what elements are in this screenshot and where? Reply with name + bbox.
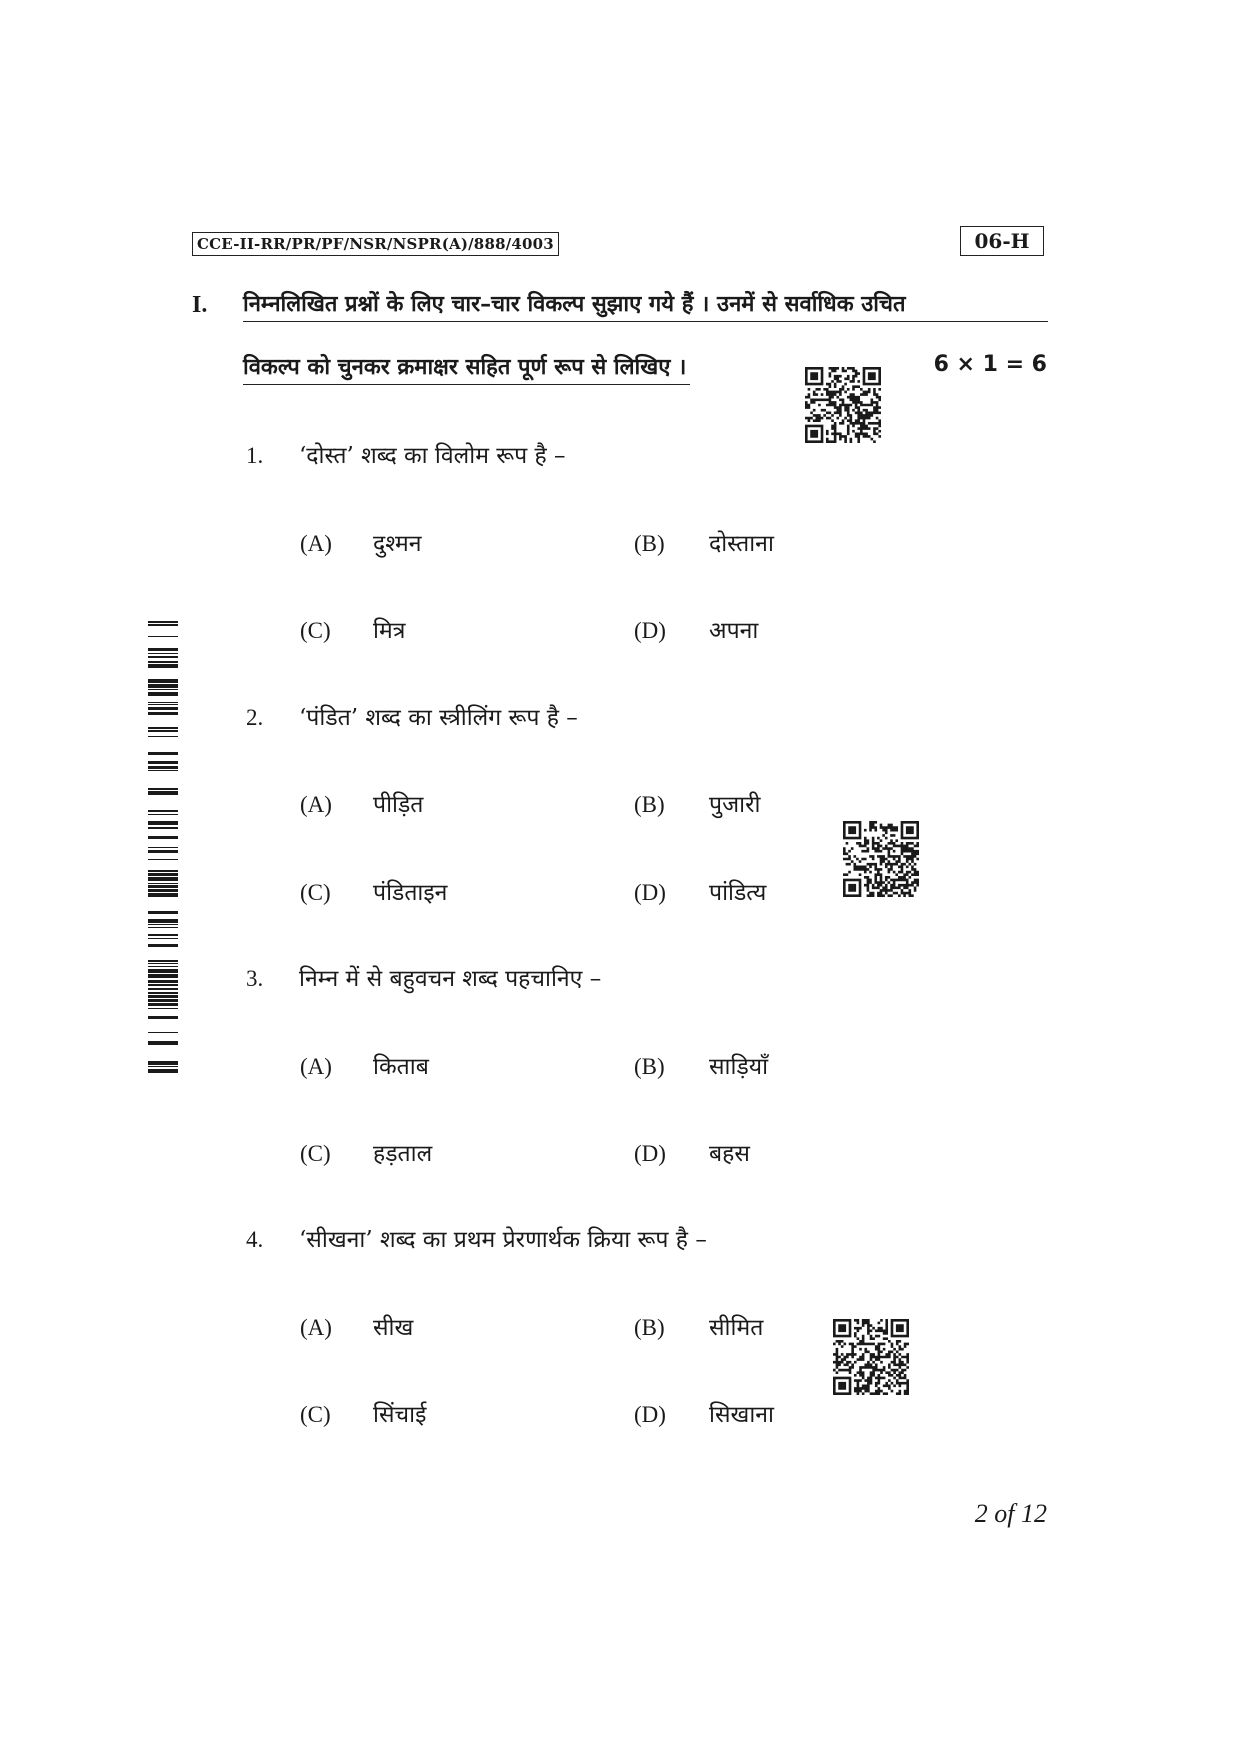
q1-option-d-letter: (D) [634,618,666,643]
q2-option-c-text: पंडिताइन [373,880,448,906]
q4-option-a-letter: (A) [300,1315,332,1340]
q4-option-a-text: सीख [373,1315,414,1341]
question-4-text: ‘सीखना’ शब्द का प्रथम प्रेरणार्थक क्रिया रूप है – [299,1227,707,1253]
q4-option-c-letter: (C) [300,1402,331,1427]
q1-option-a-text: दुश्मन [373,531,422,557]
section-instruction-line-2: विकल्प को चुनकर क्रमाक्षर सहित पूर्ण रूप से लिखिए । [243,350,690,385]
question-1-number: 1. [246,443,264,468]
question-3-text: निम्न में से बहुवचन शब्द पहचानिए – [299,966,602,992]
q3-option-d-letter: (D) [634,1141,666,1166]
q2-option-a-text: पीड़ित [373,792,424,818]
qr-code-icon [843,821,919,897]
question-paper-code: CCE-II-RR/PR/PF/NSR/NSPR(A)/888/4003 [192,232,559,256]
q1-option-c-letter: (C) [300,618,331,643]
q2-option-a-letter: (A) [300,792,332,817]
q2-option-d-letter: (D) [634,880,666,905]
q3-option-b-letter: (B) [634,1054,665,1079]
q4-option-d-letter: (D) [634,1402,666,1427]
section-number: I. [192,292,208,318]
q2-option-d-text: पांडित्य [709,880,767,906]
question-2-text: ‘पंडित’ शब्द का स्त्रीलिंग रूप है – [299,705,578,731]
barcode-icon [148,612,178,1078]
question-4-number: 4. [246,1227,264,1252]
paper-code-badge: 06-H [960,226,1044,256]
q4-option-d-text: सिखाना [709,1402,774,1428]
q2-option-c-letter: (C) [300,880,331,905]
section-marks: 6 × 1 = 6 [933,352,1047,377]
q2-option-b-letter: (B) [634,792,665,817]
q3-option-d-text: बहस [709,1141,750,1167]
question-3-number: 3. [246,966,264,991]
q1-option-b-letter: (B) [634,531,665,556]
qr-code-icon [833,1319,909,1395]
q4-option-b-text: सीमित [709,1315,764,1341]
q4-option-b-letter: (B) [634,1315,665,1340]
q3-option-c-letter: (C) [300,1141,331,1166]
q1-option-d-text: अपना [709,618,759,644]
q3-option-a-text: किताब [373,1054,429,1080]
q3-option-b-text: साड़ियाँ [709,1054,769,1080]
q1-option-b-text: दोस्ताना [709,531,774,557]
question-2-number: 2. [246,705,264,730]
qr-code-icon [805,367,881,443]
question-1-text: ‘दोस्त’ शब्द का विलोम रूप है – [299,443,566,469]
q3-option-a-letter: (A) [300,1054,332,1079]
q1-option-a-letter: (A) [300,531,332,556]
section-instruction-line-1: निम्नलिखित प्रश्नों के लिए चार–चार विकल्प सुझाए गये हैं । उनमें से सर्वाधिक उचित [243,287,1048,322]
page-number: 2 of 12 [974,1499,1047,1528]
q2-option-b-text: पुजारी [709,792,761,818]
q3-option-c-text: हड़ताल [373,1141,433,1167]
q4-option-c-text: सिंचाई [373,1402,427,1428]
q1-option-c-text: मित्र [373,618,406,644]
